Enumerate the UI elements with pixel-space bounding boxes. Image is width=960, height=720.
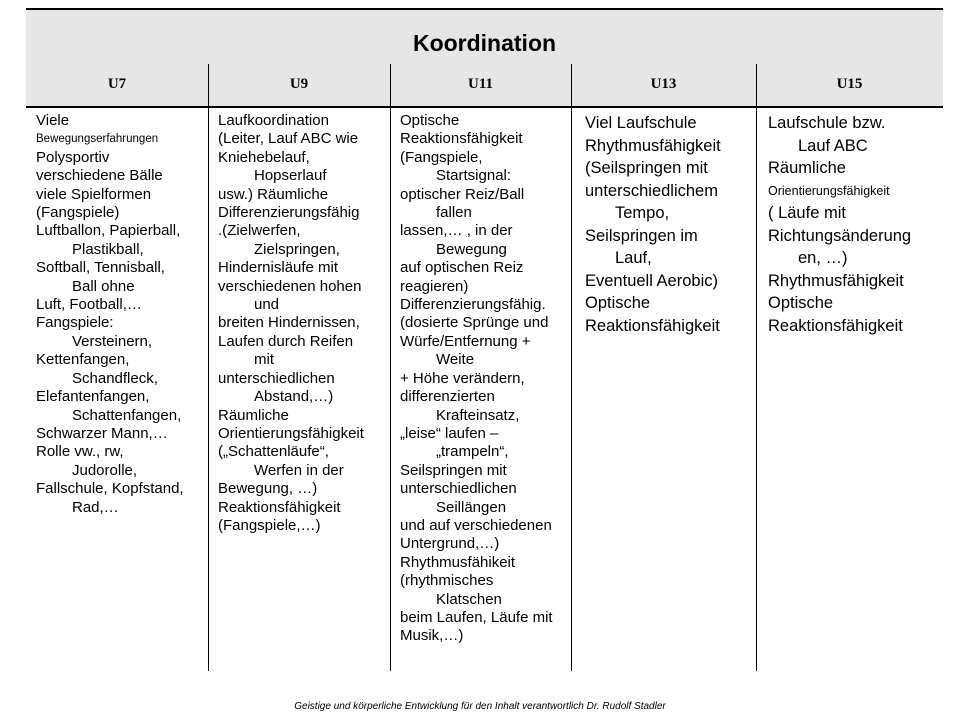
cell-line: Judorolle, [72,461,138,479]
cell-line: Hopserlauf [254,167,327,185]
cell-line: (Seilspringen mit [585,159,708,177]
cell-line: Tempo, [615,204,670,222]
cell-line: verschiedenen hohen [218,277,362,295]
cell-line: Zielspringen, [254,240,340,258]
cell-line: fallen [436,204,472,222]
cell-u11 [400,112,553,646]
cell-line: Viel Laufschule [585,114,697,132]
cell-line: Rhythmusfähigkeit [585,136,721,155]
cell-line: Luft, Football,… [36,296,142,314]
coordination-table [26,8,943,671]
header-row [26,64,943,108]
column-divider [756,64,757,671]
column-header-u15: U15 [836,76,863,92]
title-band [26,8,943,64]
cell-line: en, …) [798,249,848,267]
cell-line: beim Laufen, Läufe mit [400,608,553,626]
cell-line: Fangspiele: [36,314,114,332]
cell-line: Schandfleck, [72,369,158,387]
cell-line: „trampeln“, [436,443,509,461]
cell-line: unterschiedlichem [585,181,718,200]
cell-line: auf optischen Reiz [400,259,524,277]
cell-line: Optische [400,112,460,129]
cell-line: Laufkoordination [218,112,329,129]
cell-line: Startsignal: [436,167,512,185]
cell-line: „leise“ laufen – [400,424,499,442]
cell-line: Rad,… [72,498,119,516]
cell-line: Weite [436,351,475,369]
cell-line: (Fangspiele, [400,148,483,166]
cell-line: Fallschule, Kopfstand, [36,480,184,498]
cell-line: lassen,… , in der [400,222,513,240]
cell-line: optischer Reiz/Ball [400,185,525,203]
cell-u13 [585,112,721,337]
cell-line: Seilspringen mit [400,461,507,479]
cell-line: Polysportiv [36,148,110,166]
cell-line: Hindernisläufe mit [218,259,339,277]
cell-line: Räumliche [768,159,846,177]
cell-line: (Fangspiele,…) [218,516,321,534]
cell-u15 [768,112,911,337]
cell-line: Seilspringen im [585,226,698,245]
cell-line: ( Läufe mit [768,204,846,222]
column-header-u9: U9 [289,76,309,92]
cell-line: differenzierten [400,388,495,406]
cell-line: und [254,296,280,314]
cell-line: Orientierungsfähigkeit [768,183,890,198]
cell-line: Seillängen [436,498,507,516]
cell-line: verschiedene Bälle [36,167,163,185]
column-divider [208,64,209,671]
cell-line: Untergrund,…) [400,535,500,553]
table-title: Koordination [412,30,557,56]
cell-line: (rhythmisches [400,572,494,590]
cell-line: Bewegung [436,240,507,258]
cell-line: Elefantenfangen, [36,388,150,406]
cell-line: unterschiedlichen [218,369,335,387]
column-header-u13: U13 [650,76,677,92]
cell-line: Klatschen [436,590,502,608]
cell-line: (dosierte Sprünge und [400,314,549,332]
cell-line: Räumliche [218,406,289,424]
cell-line: + Höhe verändern, [400,369,525,387]
cell-line: Richtungsänderung [768,226,912,245]
column-header-u11: U11 [467,76,493,92]
cell-line: mit [254,351,274,369]
cell-line: Rolle vw., rw, [36,443,124,461]
cell-line: Optische [585,294,651,312]
cell-line: (Leiter, Lauf ABC wie [218,130,359,148]
cell-line: Differenzierungsfähig [218,204,360,222]
cell-u9 [218,112,364,535]
cell-line: Schwarzer Mann,… [36,424,168,442]
cell-line: Luftballon, Papierball, [36,222,181,240]
cell-line: Lauf ABC [798,136,868,155]
cell-line: Viele [36,112,70,129]
cell-line: Musik,…) [400,627,464,645]
cell-line: Bewegung, …) [218,480,318,498]
cell-line: Softball, Tennisball, [36,259,165,277]
cell-line: (Fangspiele) [36,204,120,222]
column-divider [571,64,572,671]
cell-line: Bewegungserfahrungen [36,133,159,146]
cell-line: Rhythmusfähikeit [400,553,516,571]
footer-credit: Geistige und körperliche Entwicklung für den Inhalt verantwortlich Dr. Rudolf Stadler [294,701,666,712]
cell-line: breiten Hindernissen, [218,314,360,332]
cell-line: Würfe/Entfernung + [400,332,531,350]
cell-line: viele Spielformen [36,185,152,203]
cell-line: Reaktionsfähigkeit [768,316,903,335]
cell-line: Differenzierungsfähig. [400,296,546,314]
column-divider [390,64,391,671]
cell-line: .(Zielwerfen, [218,222,301,240]
cell-line: Reaktionsfähigkeit [585,316,720,335]
cell-line: Eventuell Aerobic) [585,271,718,290]
cell-line: und auf verschiedenen [400,516,552,534]
cell-line: unterschiedlichen [400,480,517,498]
cell-u7 [36,112,184,517]
cell-line: Rhythmusfähigkeit [768,271,904,290]
cell-line: Optische [768,294,834,312]
cell-line: Laufen durch Reifen [218,332,354,350]
cell-line: Reaktionsfähigkeit [218,498,341,516]
cell-line: Plastikball, [72,240,144,258]
cell-line: Orientierungsfähigkeit [218,424,364,442]
cell-line: Werfen in der [254,461,344,479]
column-header-u7: U7 [107,76,127,92]
cell-line: usw.) Räumliche [218,185,329,203]
cell-line: Laufschule bzw. [768,114,886,132]
cell-line: reagieren) [400,277,469,295]
cell-line: Ball ohne [72,277,135,295]
cell-line: Versteinern, [72,332,153,350]
cell-line: Schattenfangen, [72,406,182,424]
cell-line: Reaktionsfähigkeit [400,130,523,148]
cell-line: Lauf, [615,249,652,267]
cell-line: Kettenfangen, [36,351,130,369]
cell-line: („Schattenläufe“, [218,443,329,461]
cell-line: Abstand,…) [254,388,334,406]
cell-line: Krafteinsatz, [436,406,520,424]
cell-line: Kniehebelauf, [218,148,310,166]
